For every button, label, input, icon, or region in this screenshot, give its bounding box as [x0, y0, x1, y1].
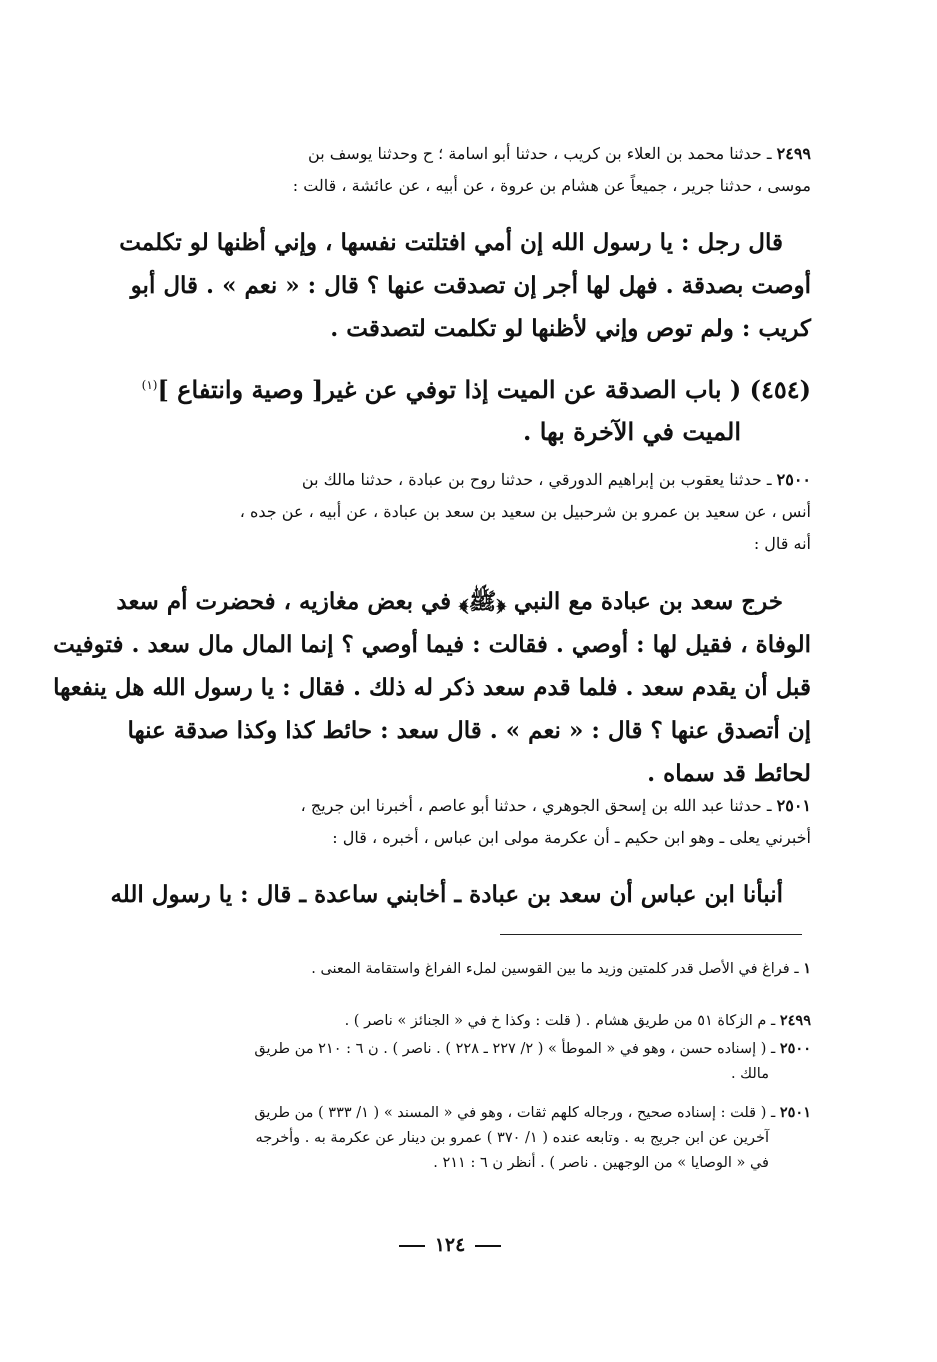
matn-line: أنبأنا ابن عباس أن سعد بن عبادة ـ أخابني ساعدة ـ قال : يا رسول الله: [110, 881, 783, 908]
chain-line: ٢٥٠١ ـ حدثنا عبد الله بن إسحق الجوهري ، حدثنا أبو عاصم ، أخبرنا ابن جريج ،: [300, 796, 811, 815]
hadith-number: ٢٥٠١: [776, 796, 811, 815]
hadith-number: ٢٥٠٠: [776, 470, 811, 489]
chapter-heading-line: (٤٥٤) ( باب الصدقة عن الميت إذا توفي عن غير[ وصية وانتفاع ]$^{(١)}$: [141, 375, 811, 404]
matn-line: قال رجل : يا رسول الله إن أمي افتلتت نفسها ، وإني أظنها لو تكلمت: [119, 229, 783, 256]
footnote-1: [135, 956, 811, 982]
footnote-line: في « الوصايا » من الوجهين . ناصر ) . أنظر ن ٦ : ٢١١ .: [433, 1155, 769, 1171]
footnote-2499: [135, 1008, 811, 1034]
hadith-number: ٢٤٩٩: [776, 144, 811, 163]
matn-line: إن أتصدق عنها ؟ قال : « نعم » . قال سعد : حائط كذا وكذا صدقة عنها: [127, 717, 811, 744]
footnote-line: ٢٥٠٠ ـ ( إسناده حسن ، وهو في « الموطأ » ( ٢/ ٢٢٧ ـ ٢٢٨ ) . ناصر ) . ن ٦ : ٢١٠ من طريق: [254, 1040, 811, 1057]
footnote-line: آخرين عن ابن جريج به . وتابعه عنده ( ١/ ٣٧٠ ) عمرو بن دينار عن عكرمة به . وأخرجه: [255, 1130, 769, 1146]
chain-line: أخبرني يعلى ـ وهو ابن حكيم ـ أن عكرمة مولى ابن عباس ، أخبره ، قال :: [332, 828, 811, 847]
footnote-2501: [135, 1100, 811, 1176]
hadith-2500-chain: [135, 464, 811, 560]
footnote-label: ٢٤٩٩: [779, 1012, 811, 1029]
footnote-line: ٢٤٩٩ ـ م الزكاة ٥١ من طريق هشام . ( قلت : وكذا خ في « الجنائز » ناصر ) .: [344, 1012, 811, 1029]
chain-line: أنس ، عن سعيد بن عمرو بن شرحبيل بن سعيد بن سعد بن عبادة ، عن أبيه ، عن جده ،: [239, 502, 811, 521]
page-number-value: ١٢٤: [434, 1234, 466, 1256]
matn-line: أوصت بصدقة . فهل لها أجر إن تصدقت عنها ؟ قال : « نعم » . قال أبو: [130, 272, 811, 299]
chain-line: ٢٤٩٩ ـ حدثنا محمد بن العلاء بن كريب ، حدثنا أبو اسامة ؛ ح وحدثنا يوسف بن: [308, 144, 811, 163]
chain-line: موسى ، حدثنا جرير ، جميعاً عن هشام بن عروة ، عن أبيه ، عن عائشة ، قالت :: [292, 176, 811, 195]
footnote-label: ٢٥٠٠: [779, 1040, 811, 1057]
page-number-dash: [399, 1245, 425, 1247]
footnote-separator: [500, 934, 802, 935]
hadith-2500-text: [53, 580, 811, 795]
footnote-label: ١: [803, 960, 811, 977]
footnote-label: ٢٥٠١: [779, 1104, 811, 1121]
hadith-2501-text: [110, 873, 811, 916]
footnote-line: ١ ـ فراغ في الأصل قدر كلمتين وزيد ما بين القوسين لملء الفراغ واستقامة المعنى .: [311, 960, 811, 977]
chapter-heading-line: الميت في الآخرة بها .: [523, 417, 741, 446]
footnote-ref: (١): [141, 378, 158, 392]
hadith-2501-chain: [135, 790, 811, 854]
chain-line: أنه قال :: [753, 534, 811, 553]
chain-line: ٢٥٠٠ ـ حدثنا يعقوب بن إبراهيم الدورقي ، حدثنا روح بن عبادة ، حدثنا مالك بن: [301, 470, 811, 489]
footnote-2500: [135, 1036, 811, 1087]
page-number-dash: [475, 1245, 501, 1247]
matn-line: لحائط قد سماه .: [647, 760, 811, 787]
matn-line: خرج سعد بن عبادة مع النبي ﴿ﷺ﴾ في بعض مغازيه ، فحضرت أم سعد: [116, 588, 783, 615]
page-number: [0, 1234, 900, 1256]
matn-line: كريب : ولم توص وإني لأظنها لو تكلمت لتصدقت .: [330, 315, 811, 342]
footnote-line: ٢٥٠١ ـ ( قلت : إسناده صحيح ، ورجاله كلهم ثقات ، وهو في « المسند » ( ١/ ٣٣٣ ) من طريق: [254, 1104, 811, 1121]
matn-line: الوفاة ، فقيل لها : أوصي . فقالت : فيما أوصي ؟ إنما المال مال سعد . فتوفيت: [53, 631, 811, 658]
footnote-line: مالك .: [730, 1066, 769, 1082]
matn-line: قبل أن يقدم سعد . فلما قدم سعد ذكر له ذلك . فقال : يا رسول الله هل ينفعها: [53, 674, 811, 701]
chapter-heading: [135, 364, 811, 453]
hadith-2499-text: [119, 221, 811, 350]
hadith-2499-chain: [135, 138, 811, 202]
